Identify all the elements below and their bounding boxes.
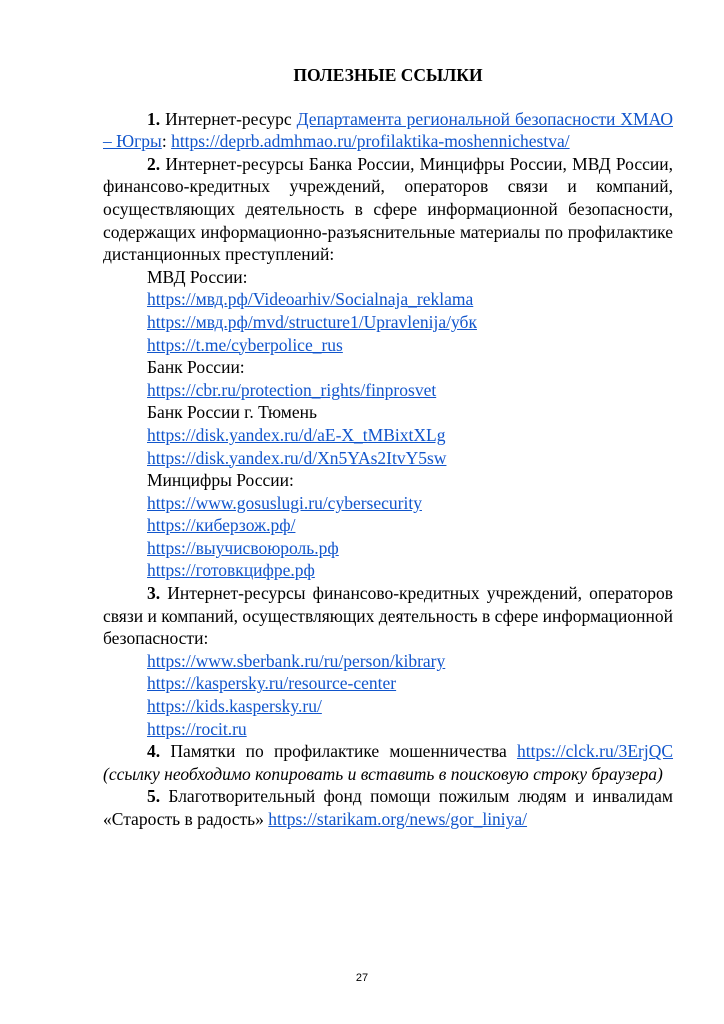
group-label: Банк России: [147, 357, 245, 378]
item-text: Благотворительный фонд помощи пожилым людям и инвалидам «Старость в радость» [103, 786, 674, 829]
link-list [103, 650, 673, 740]
item-number: 3. [147, 583, 161, 604]
link-row [103, 379, 673, 402]
url-link[interactable]: https://www.sberbank.ru/ru/person/kibrary [147, 650, 446, 671]
item-text: Интернет-ресурсы Банка России, Минцифры России, МВД России, финансово-кредитных учреждений, операторов связи и компаний, осуществляющих деятельность в сфере информационной безопасности, содержащих информационно-разъяснительные материалы по профилактике дистанционных преступлений: [103, 153, 674, 265]
link-row [103, 492, 673, 515]
item-number: 1. [147, 108, 161, 129]
url-link[interactable]: https://www.gosuslugi.ru/cybersecurity [147, 492, 422, 513]
link-row [103, 718, 673, 741]
item-text: Интернет-ресурс [165, 108, 297, 129]
link-groups [103, 266, 673, 582]
page-title: ПОЛЕЗНЫЕ ССЫЛКИ [293, 65, 483, 85]
link-row [103, 537, 673, 560]
url-link[interactable]: https://выучисвоюроль.рф [147, 537, 339, 558]
item-note: (ссылку необходимо копировать и вставить в поисковую строку браузера) [103, 763, 663, 784]
url-link[interactable]: https://мвд.рф/mvd/structure1/Upravlenija/убк [147, 311, 477, 332]
url-link[interactable]: https://киберзож.рф/ [147, 515, 296, 536]
url-link[interactable]: https://kaspersky.ru/resource-center [147, 673, 397, 694]
link-row [103, 514, 673, 537]
group-label: Минцифры России: [147, 470, 294, 491]
link-row [103, 447, 673, 470]
link-row [103, 650, 673, 673]
url-link[interactable]: https://clck.ru/3ErjQC [516, 741, 674, 762]
list-item-3 [103, 582, 673, 650]
url-link[interactable]: https://cbr.ru/protection_rights/finprosvet [147, 379, 437, 400]
list-item-5 [103, 785, 673, 830]
url-link[interactable]: https://disk.yandex.ru/d/Xn5YAs2ItvY5sw [147, 447, 447, 468]
link-row [103, 288, 673, 311]
url-link[interactable]: https://мвд.рф/Videoarhiv/Socialnaja_reklama [147, 289, 474, 310]
link-row [103, 424, 673, 447]
link-row [103, 695, 673, 718]
url-link[interactable]: https://готовкцифре.рф [147, 560, 315, 581]
url-link[interactable]: https://rocit.ru [147, 718, 247, 739]
list-item-4 [103, 740, 673, 785]
link-row [103, 334, 673, 357]
list-item-2 [103, 153, 673, 266]
item-number: 2. [147, 153, 161, 174]
link-row [103, 311, 673, 334]
page-number: 27 [355, 972, 369, 984]
document-page [103, 64, 673, 831]
group-label: Банк России г. Тюмень [147, 402, 317, 423]
item-text: Памятки по профилактике мошенничества [170, 741, 517, 762]
item-text: Интернет-ресурсы финансово-кредитных учреждений, операторов связи и компаний, осуществляющих деятельность в сфере информационной безопасности: [103, 583, 673, 649]
group-label: МВД России: [147, 266, 248, 287]
url-link[interactable]: https://deprb.admhmao.ru/profilaktika-moshennichestva/ [171, 131, 570, 152]
url-link[interactable]: https://kids.kaspersky.ru/ [147, 696, 322, 717]
link-row [103, 559, 673, 582]
item-separator: : [161, 131, 172, 152]
item-number: 4. [147, 741, 161, 762]
url-link[interactable]: https://t.me/cyberpolice_rus [147, 334, 343, 355]
item-number: 5. [147, 786, 161, 807]
url-link[interactable]: https://disk.yandex.ru/d/aE-X_tMBixtXLg [147, 424, 446, 445]
link-row [103, 672, 673, 695]
url-link[interactable]: https://starikam.org/news/gor_liniya/ [268, 809, 528, 829]
list-item-1 [103, 108, 673, 153]
department-link[interactable]: Департамента региональной безопасности ХМАО – Югры [103, 108, 674, 152]
